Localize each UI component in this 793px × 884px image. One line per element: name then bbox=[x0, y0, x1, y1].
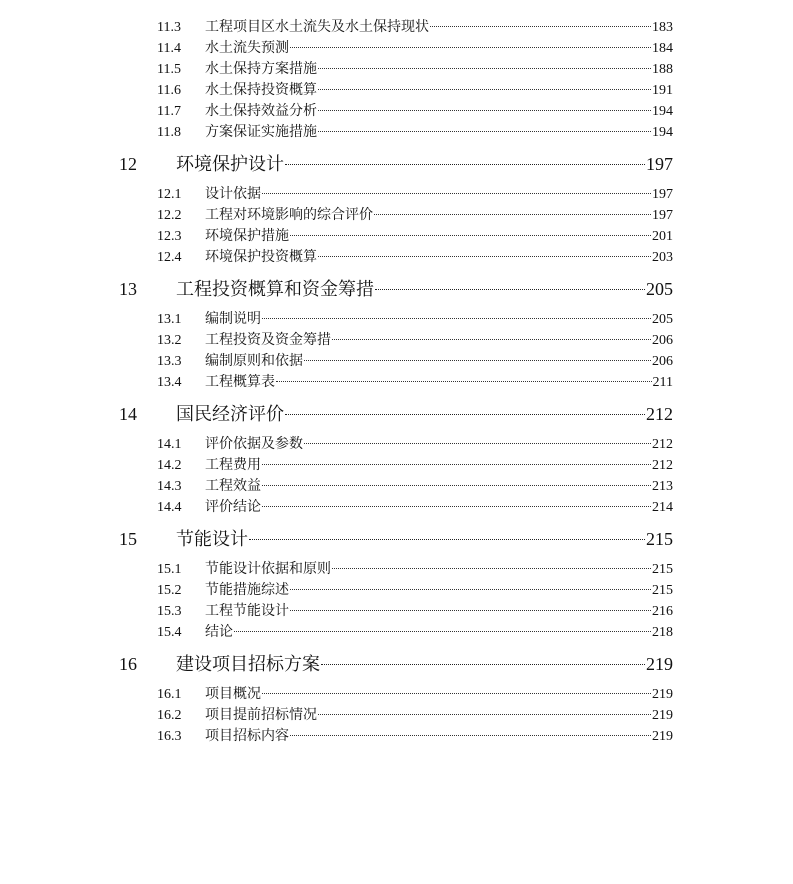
dot-leader bbox=[332, 568, 651, 569]
toc-entry-page-number: 215 bbox=[646, 529, 673, 549]
toc-entry-title: 水土保持效益分析 bbox=[205, 104, 317, 119]
toc-section-entry[interactable] bbox=[157, 706, 673, 726]
toc-entry-page-number: 197 bbox=[652, 208, 673, 223]
dot-leader bbox=[285, 414, 645, 415]
toc-section-entry[interactable] bbox=[157, 352, 673, 372]
toc-entry-number: 16.2 bbox=[157, 708, 182, 723]
toc-entry-title: 项目招标内容 bbox=[205, 729, 289, 744]
toc-section-entry[interactable] bbox=[157, 248, 673, 268]
toc-entry-number: 16 bbox=[119, 654, 137, 674]
toc-chapter-entry[interactable] bbox=[119, 151, 673, 177]
toc-entry-number: 15.2 bbox=[157, 583, 182, 598]
toc-entry-number: 14 bbox=[119, 404, 137, 424]
dot-leader bbox=[318, 110, 651, 111]
dot-leader bbox=[332, 339, 651, 340]
toc-entry-title: 项目提前招标情况 bbox=[205, 708, 317, 723]
dot-leader bbox=[290, 235, 651, 236]
dot-leader bbox=[321, 664, 645, 665]
toc-entry-title: 方案保证实施措施 bbox=[205, 125, 317, 140]
toc-entry-number: 11.5 bbox=[157, 62, 181, 77]
toc-entry-title: 设计依据 bbox=[205, 187, 261, 202]
toc-entry-title: 工程概算表 bbox=[205, 375, 275, 390]
dot-leader bbox=[304, 443, 651, 444]
toc-entry-page-number: 188 bbox=[652, 62, 673, 77]
dot-leader bbox=[262, 693, 651, 694]
toc-entry-page-number: 219 bbox=[652, 729, 673, 744]
toc-entry-page-number: 201 bbox=[652, 229, 673, 244]
toc-entry-number: 14.3 bbox=[157, 479, 182, 494]
dot-leader bbox=[249, 539, 645, 540]
toc-entry-title: 编制原则和依据 bbox=[205, 354, 303, 369]
toc-entry-number: 11.8 bbox=[157, 125, 181, 140]
toc-entry-number: 13.4 bbox=[157, 375, 182, 390]
toc-entry-title: 工程对环境影响的综合评价 bbox=[205, 208, 373, 223]
toc-entry-page-number: 197 bbox=[652, 187, 673, 202]
toc-chapter-entry[interactable] bbox=[119, 651, 673, 677]
toc-entry-title: 结论 bbox=[205, 625, 233, 640]
toc-entry-title: 环境保护投资概算 bbox=[205, 250, 317, 265]
toc-entry-page-number: 215 bbox=[652, 562, 673, 577]
toc-entry-page-number: 213 bbox=[652, 479, 673, 494]
toc-entry-number: 14.2 bbox=[157, 458, 182, 473]
toc-entry-page-number: 218 bbox=[652, 625, 673, 640]
toc-entry-number: 13.3 bbox=[157, 354, 182, 369]
toc-entry-number: 11.6 bbox=[157, 83, 181, 98]
toc-entry-number: 11.7 bbox=[157, 104, 181, 119]
toc-entry-page-number: 205 bbox=[646, 279, 673, 299]
toc-entry-number: 12.3 bbox=[157, 229, 182, 244]
toc-entry-page-number: 219 bbox=[652, 687, 673, 702]
toc-section-entry[interactable] bbox=[157, 623, 673, 643]
toc-chapter-entry[interactable] bbox=[119, 526, 673, 552]
toc-entry-number: 13.1 bbox=[157, 312, 182, 327]
toc-entry-title: 评价依据及参数 bbox=[205, 437, 303, 452]
toc-entry-number: 15.3 bbox=[157, 604, 182, 619]
toc-section-entry[interactable] bbox=[157, 123, 673, 143]
toc-entry-number: 14.4 bbox=[157, 500, 182, 515]
toc-entry-number: 15.4 bbox=[157, 625, 182, 640]
toc-entry-page-number: 194 bbox=[652, 104, 673, 119]
toc-entry-title: 环境保护设计 bbox=[176, 154, 284, 174]
toc-section-entry[interactable] bbox=[157, 227, 673, 247]
toc-entry-title: 水土保持投资概算 bbox=[205, 83, 317, 98]
dot-leader bbox=[290, 735, 651, 736]
toc-entry-title: 建设项目招标方案 bbox=[176, 654, 320, 674]
toc-entry-title: 工程投资及资金筹措 bbox=[205, 333, 331, 348]
toc-section-entry[interactable] bbox=[157, 498, 673, 518]
toc-entry-page-number: 219 bbox=[652, 708, 673, 723]
toc-entry-page-number: 216 bbox=[652, 604, 673, 619]
toc-entry-page-number: 211 bbox=[652, 375, 673, 390]
toc-entry-number: 11.4 bbox=[157, 41, 181, 56]
toc-chapter-entry[interactable] bbox=[119, 401, 673, 427]
dot-leader bbox=[290, 47, 651, 48]
toc-entry-title: 工程费用 bbox=[205, 458, 261, 473]
toc-entry-title: 工程项目区水土流失及水土保持现状 bbox=[205, 20, 429, 35]
toc-entry-page-number: 212 bbox=[652, 458, 673, 473]
dot-leader bbox=[262, 485, 651, 486]
toc-section-entry[interactable] bbox=[157, 102, 673, 122]
toc-entry-page-number: 212 bbox=[652, 437, 673, 452]
toc-entry-page-number: 205 bbox=[652, 312, 673, 327]
dot-leader bbox=[430, 26, 651, 27]
toc-entry-number: 11.3 bbox=[157, 20, 181, 35]
toc-entry-page-number: 215 bbox=[652, 583, 673, 598]
toc-section-entry[interactable] bbox=[157, 18, 673, 38]
dot-leader bbox=[285, 164, 645, 165]
toc-entry-number: 15.1 bbox=[157, 562, 182, 577]
dot-leader bbox=[318, 256, 651, 257]
toc-entry-title: 节能设计依据和原则 bbox=[205, 562, 331, 577]
toc-section-entry[interactable] bbox=[157, 477, 673, 497]
toc-entry-page-number: 206 bbox=[652, 333, 673, 348]
dot-leader bbox=[262, 506, 651, 507]
toc-section-entry[interactable] bbox=[157, 435, 673, 455]
dot-leader bbox=[375, 289, 645, 290]
toc-entry-page-number: 197 bbox=[646, 154, 673, 174]
toc-entry-title: 工程效益 bbox=[205, 479, 261, 494]
toc-entry-number: 15 bbox=[119, 529, 137, 549]
toc-entry-page-number: 206 bbox=[652, 354, 673, 369]
toc-entry-title: 项目概况 bbox=[205, 687, 261, 702]
dot-leader bbox=[318, 714, 651, 715]
toc-entry-page-number: 212 bbox=[646, 404, 673, 424]
toc-entry-title: 国民经济评价 bbox=[176, 404, 284, 424]
toc-entry-title: 编制说明 bbox=[205, 312, 261, 327]
dot-leader bbox=[318, 89, 651, 90]
toc-entry-title: 水土保持方案措施 bbox=[205, 62, 317, 77]
dot-leader bbox=[276, 381, 652, 382]
dot-leader bbox=[374, 214, 651, 215]
toc-entry-number: 13 bbox=[119, 279, 137, 299]
toc-section-entry[interactable] bbox=[157, 581, 673, 601]
toc-entry-page-number: 194 bbox=[652, 125, 673, 140]
toc-section-entry[interactable] bbox=[157, 81, 673, 101]
toc-section-entry[interactable] bbox=[157, 685, 673, 705]
toc-entry-title: 节能措施综述 bbox=[205, 583, 289, 598]
toc-entry-title: 工程节能设计 bbox=[205, 604, 289, 619]
toc-entry-page-number: 183 bbox=[652, 20, 673, 35]
toc-entry-number: 14.1 bbox=[157, 437, 182, 452]
toc-section-entry[interactable] bbox=[157, 39, 673, 59]
toc-entry-title: 节能设计 bbox=[176, 529, 248, 549]
dot-leader bbox=[318, 68, 651, 69]
toc-entry-title: 工程投资概算和资金筹措 bbox=[176, 279, 374, 299]
toc-section-entry[interactable] bbox=[157, 185, 673, 205]
dot-leader bbox=[262, 318, 651, 319]
toc-section-entry[interactable] bbox=[157, 727, 673, 747]
dot-leader bbox=[318, 131, 651, 132]
toc-chapter-entry[interactable] bbox=[119, 276, 673, 302]
toc-section-entry[interactable] bbox=[157, 602, 673, 622]
dot-leader bbox=[262, 193, 651, 194]
dot-leader bbox=[234, 631, 651, 632]
toc-entry-title: 评价结论 bbox=[205, 500, 261, 515]
dot-leader bbox=[290, 610, 651, 611]
toc-section-entry[interactable] bbox=[157, 331, 673, 351]
toc-entry-number: 13.2 bbox=[157, 333, 182, 348]
dot-leader bbox=[262, 464, 651, 465]
toc-section-entry[interactable] bbox=[157, 560, 673, 580]
dot-leader bbox=[304, 360, 651, 361]
toc-entry-page-number: 184 bbox=[652, 41, 673, 56]
toc-entry-number: 12.2 bbox=[157, 208, 182, 223]
toc-entry-number: 12.1 bbox=[157, 187, 182, 202]
toc-entry-number: 12.4 bbox=[157, 250, 182, 265]
dot-leader bbox=[290, 589, 651, 590]
toc-entry-page-number: 214 bbox=[652, 500, 673, 515]
toc-entry-page-number: 219 bbox=[646, 654, 673, 674]
toc-entry-number: 16.1 bbox=[157, 687, 182, 702]
toc-entry-number: 12 bbox=[119, 154, 137, 174]
toc-section-entry[interactable] bbox=[157, 60, 673, 80]
toc-entry-number: 16.3 bbox=[157, 729, 182, 744]
toc-section-entry[interactable] bbox=[157, 206, 673, 226]
toc-entry-title: 水土流失预测 bbox=[205, 41, 289, 56]
toc-section-entry[interactable] bbox=[157, 456, 673, 476]
toc-entry-title: 环境保护措施 bbox=[205, 229, 289, 244]
toc-entry-page-number: 203 bbox=[652, 250, 673, 265]
toc-section-entry[interactable] bbox=[157, 373, 673, 393]
toc-section-entry[interactable] bbox=[157, 310, 673, 330]
toc-entry-page-number: 191 bbox=[652, 83, 673, 98]
